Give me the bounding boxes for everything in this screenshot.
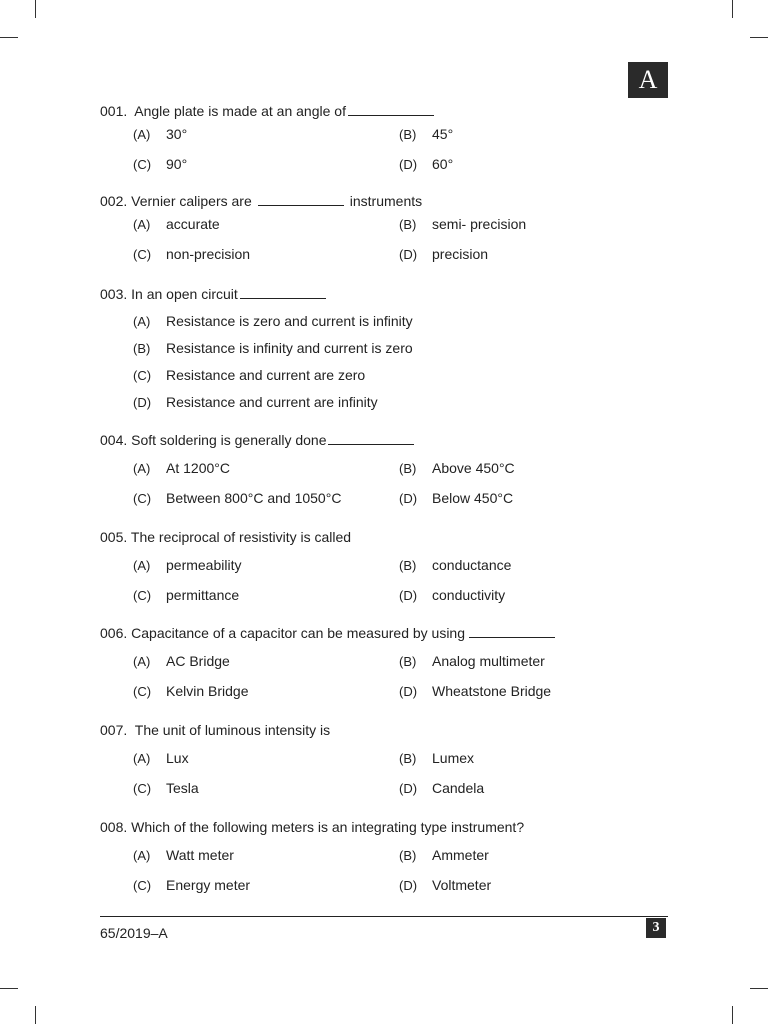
paper-code: 65/2019–A — [100, 925, 168, 941]
question-text: 007. The unit of luminous intensity is — [100, 722, 331, 738]
option-c: (C) Kelvin Bridge — [133, 683, 249, 699]
answer-blank — [348, 105, 434, 116]
question-007 — [100, 721, 680, 802]
option-d: (D) 60° — [399, 156, 454, 172]
option-b: (B) Ammeter — [399, 847, 489, 863]
question-text: 005. The reciprocal of resistivity is called — [100, 529, 352, 545]
crop-mark — [35, 1006, 36, 1024]
option-a: (A) Lux — [133, 750, 189, 766]
option-c: (C) non-precision — [133, 246, 251, 262]
footer-rule — [100, 916, 668, 917]
answer-blank — [258, 195, 344, 206]
option-c: (C) Energy meter — [133, 877, 251, 893]
question-004 — [100, 431, 680, 512]
crop-mark — [35, 0, 36, 18]
answer-blank — [240, 288, 326, 299]
crop-mark — [732, 0, 733, 18]
option-d: (D) Below 450°C — [399, 490, 514, 506]
question-text: 008. Which of the following meters is an integrating type instrument? — [100, 819, 525, 835]
question-003 — [100, 285, 680, 417]
option-d: (D) Wheatstone Bridge — [399, 683, 552, 699]
option-c: (C) permittance — [133, 587, 240, 603]
option-a: (A) 30° — [133, 126, 188, 142]
option-b: (B) Above 450°C — [399, 460, 515, 476]
option-b: (B) semi- precision — [399, 216, 527, 232]
crop-mark — [750, 37, 768, 38]
option-b: (B) 45° — [399, 126, 454, 142]
option-c: (C) 90° — [133, 156, 188, 172]
crop-mark — [732, 1006, 733, 1024]
option-c: (C) Tesla — [133, 780, 199, 796]
question-text: 002. Vernier calipers are instruments — [100, 193, 423, 209]
option-b: (B) conductance — [399, 557, 512, 573]
option-a: (A) Watt meter — [133, 847, 234, 863]
option-d: (D) Candela — [399, 780, 485, 796]
page-number: 3 — [646, 918, 666, 938]
option-b: (B) Lumex — [399, 750, 475, 766]
question-008 — [100, 818, 680, 899]
option-b: (B) Resistance is infinity and current is zero — [133, 340, 413, 356]
series-badge: A — [628, 62, 668, 98]
option-d: (D) precision — [399, 246, 489, 262]
question-text: 006. Capacitance of a capacitor can be measured by using — [100, 624, 680, 642]
question-text: 003. In an open circuit — [100, 285, 680, 303]
crop-mark — [0, 37, 18, 38]
option-a: (A) permeability — [133, 557, 242, 573]
crop-mark — [750, 988, 768, 989]
option-d: (D) Voltmeter — [399, 877, 492, 893]
question-002 — [100, 192, 680, 268]
question-text: 004. Soft soldering is generally done — [100, 431, 680, 449]
option-c: (C) Between 800°C and 1050°C — [133, 490, 342, 506]
option-a: (A) AC Bridge — [133, 653, 230, 669]
crop-mark — [0, 988, 18, 989]
question-001 — [100, 102, 680, 178]
option-d: (D) Resistance and current are infinity — [133, 394, 378, 410]
question-text: 001. Angle plate is made at an angle of — [100, 102, 680, 120]
answer-blank — [328, 434, 414, 445]
question-005 — [100, 528, 680, 609]
option-a: (A) accurate — [133, 216, 220, 232]
answer-blank — [469, 627, 555, 638]
option-c: (C) Resistance and current are zero — [133, 367, 366, 383]
option-a: (A) Resistance is zero and current is infinity — [133, 313, 413, 329]
option-d: (D) conductivity — [399, 587, 506, 603]
option-a: (A) At 1200°C — [133, 460, 230, 476]
question-006 — [100, 624, 680, 705]
option-b: (B) Analog multimeter — [399, 653, 545, 669]
